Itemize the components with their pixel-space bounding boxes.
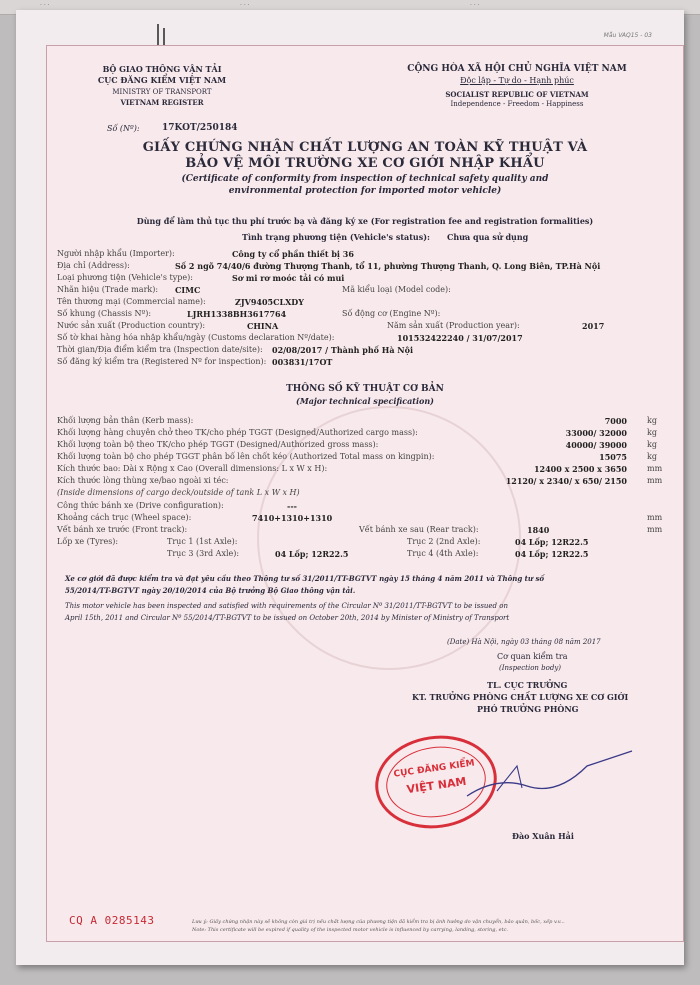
trademark-value: CIMC xyxy=(175,285,201,295)
commercial-name-label: Tên thương mại (Commercial name): xyxy=(57,297,206,306)
motto-vi: Độc lập - Tự do - Hạnh phúc xyxy=(460,76,574,85)
serial-number: CQ A 0285143 xyxy=(69,914,155,927)
spec-title-en: (Major technical specification) xyxy=(296,396,434,406)
axle-3-label: Trục 3 (3rd Axle): xyxy=(167,549,240,558)
inspection-label: Thời gian/Địa điểm kiểm tra (Inspection date/site): xyxy=(57,345,263,354)
inspection-value: 02/08/2017 / Thành phố Hà Nội xyxy=(272,345,413,355)
drive-label: Công thức bánh xe (Drive configuration): xyxy=(57,501,224,510)
vehicle-type-label: Loại phương tiện (Vehicle's type): xyxy=(57,273,193,282)
motto-en: Independence - Freedom - Happiness xyxy=(450,100,584,108)
spec-label: Kích thước bao: Dài x Rộng x Cao (Overall dimensions: L x W x H): xyxy=(57,464,328,473)
inspection-body-en: (Inspection body) xyxy=(499,664,562,672)
register-name-en: VIETNAM REGISTER xyxy=(120,98,204,107)
number-label: Số (Nº): xyxy=(107,124,140,133)
footnote-vi: Lưu ý: Giấy chứng nhận này sẽ không còn giá trị nếu chất lượng của phương tiện đã kiểm tra bị ảnh hưởng do vận chuyển, bảo quản, bốc, xếp v.v... xyxy=(192,919,565,925)
model-code-label: Mã kiểu loại (Model code): xyxy=(342,285,451,294)
rear-track-unit: mm xyxy=(647,525,663,534)
signature-icon xyxy=(457,746,637,806)
chassis-value: LJRH1338BH3617764 xyxy=(187,309,287,319)
spec-unit: kg xyxy=(647,416,657,425)
tyres-label: Lốp xe (Tyres): xyxy=(57,537,119,546)
importer-label: Người nhập khẩu (Importer): xyxy=(57,249,175,258)
engine-label: Số động cơ (Engine Nº): xyxy=(342,309,441,318)
spec-label: Kích thước lòng thùng xe/bao ngoài xi téc: xyxy=(57,476,229,485)
form-code: Mẫu VAQ15 - 03 xyxy=(603,32,652,39)
trademark-label: Nhãn hiệu (Trade mark): xyxy=(57,285,159,294)
country-value: CHINA xyxy=(247,321,279,331)
ministry-name-en: MINISTRY OF TRANSPORT xyxy=(112,88,212,96)
address-label: Địa chỉ (Address): xyxy=(57,261,130,270)
drive-value: --- xyxy=(287,501,297,511)
address-value: Số 2 ngõ 74/40/6 đường Thượng Thanh, tổ 11, phường Thượng Thanh, Q. Long Biên, TP.Hà Nội xyxy=(175,261,601,271)
title-en-line1: (Certificate of conformity from inspection of technical safety quality and xyxy=(181,174,549,184)
background-paper-strip: . . . . . . . . . xyxy=(0,0,700,15)
importer-value: Công ty cổ phần thiết bị 36 xyxy=(232,249,354,259)
spec-label: Khối lượng toàn bộ cho phép TGGT phân bố lên chốt kéo (Authorized Total mass on kingpin): xyxy=(57,452,435,461)
spec-value: 12400 x 2500 x 3650 xyxy=(533,464,627,474)
registered-label: Số đăng ký kiểm tra (Registered Nº for inspection): xyxy=(57,357,267,366)
spec-unit: kg xyxy=(647,428,657,437)
inspection-body-vi: Cơ quan kiểm tra xyxy=(497,652,568,661)
register-name-vi: CỤC ĐĂNG KIỂM VIỆT NAM xyxy=(97,75,227,85)
year-label: Năm sản xuất (Production year): xyxy=(387,321,520,330)
signer-name: Đào Xuân Hải xyxy=(512,831,574,841)
rear-track-label: Vết bánh xe sau (Rear track): xyxy=(359,525,479,534)
rear-track-value: 1840 xyxy=(527,525,550,535)
wheel-space-value: 7410+1310+1310 xyxy=(252,513,333,523)
spec-title-vi: THÔNG SỐ KỸ THUẬT CƠ BẢN xyxy=(286,384,444,394)
wheel-space-unit: mm xyxy=(647,513,663,522)
axle-4-label: Trục 4 (4th Axle): xyxy=(407,549,479,558)
title-vi-line2: BẢO VỆ MÔI TRƯỜNG XE CƠ GIỚI NHẬP KHẨU xyxy=(185,156,545,171)
spec-value: 15075 xyxy=(599,452,627,462)
footnote-en: Note: This certificate will be expired if quality of the inspected motor vehicle is influenced by carrying, landing, storing, etc. xyxy=(192,927,508,933)
wheel-space-label: Khoảng cách trục (Wheel space): xyxy=(57,513,192,522)
sign-title-3: PHÓ TRƯỞNG PHÒNG xyxy=(477,704,579,714)
spec-value: 7000 xyxy=(604,416,627,426)
axle-3-value: 04 Lốp; 12R22.5 xyxy=(275,549,349,559)
ministry-name-vi: BỘ GIAO THÔNG VẬN TẢI xyxy=(102,64,222,74)
spec-unit: mm xyxy=(647,476,663,485)
spec-value: 33000/ 32000 xyxy=(565,428,627,438)
sign-title-2: KT. TRƯỞNG PHÒNG CHẤT LƯỢNG XE CƠ GIỚI xyxy=(412,692,629,702)
title-vi-line1: GIẤY CHỨNG NHẬN CHẤT LƯỢNG AN TOÀN KỸ THUẬT VÀ xyxy=(142,140,588,155)
country-label: Nước sản xuất (Production country): xyxy=(57,321,206,330)
customs-value: 101532422240 / 31/07/2017 xyxy=(397,333,523,343)
chassis-label: Số khung (Chassis Nº): xyxy=(57,309,152,318)
spec-value: 40000/ 39000 xyxy=(565,440,627,450)
republic-name-en: SOCIALIST REPUBLIC OF VIETNAM xyxy=(445,90,589,99)
registered-value: 003831/17OT xyxy=(272,357,333,367)
certificate-sheet xyxy=(16,10,684,965)
front-track-label: Vết bánh xe trước (Front track): xyxy=(57,525,188,534)
vehicle-type-value: Sơ mi rơ moóc tải có mui xyxy=(232,273,345,283)
spec-unit: mm xyxy=(647,464,663,473)
commercial-name-value: ZJV9405CLXDY xyxy=(235,297,304,307)
axle-2-label: Trục 2 (2nd Axle): xyxy=(407,537,481,546)
spec-label: Khối lượng hàng chuyên chở theo TK/cho phép TGGT (Designed/Authorized cargo mass): xyxy=(57,428,418,437)
stamp-bottom-text: VIỆT NAM xyxy=(405,774,468,797)
status-value: Chưa qua sử dụng xyxy=(447,232,529,242)
spec-label: Khối lượng bản thân (Kerb mass): xyxy=(57,416,194,425)
republic-name-vi: CỘNG HÒA XÃ HỘI CHỦ NGHĨA VIỆT NAM xyxy=(407,64,627,74)
axle-4-value: 04 Lốp; 12R22.5 xyxy=(515,549,589,559)
sign-title-1: TL. CỤC TRƯỞNG xyxy=(487,680,568,690)
conclusion-vi-line2: 55/2014/TT-BGTVT ngày 20/10/2014 của Bộ trưởng Bộ Giao thông vận tải. xyxy=(65,586,356,595)
title-en-line2: environmental protection for imported motor vehicle) xyxy=(228,186,502,196)
date-line: (Date) Hà Nội, ngày 03 tháng 08 năm 2017 xyxy=(447,638,601,646)
axle-1-label: Trục 1 (1st Axle): xyxy=(167,537,238,546)
customs-label: Số tờ khai hàng hóa nhập khẩu/ngày (Customs declaration Nº/date): xyxy=(57,333,335,342)
spec-value: 12120/ x 2340/ x 650/ 2150 xyxy=(505,476,627,486)
cargo-dim-note: (Inside dimensions of cargo deck/outside of tank L x W x H) xyxy=(57,488,300,497)
axle-2-value: 04 Lốp; 12R22.5 xyxy=(515,537,589,547)
status-label: Tình trạng phương tiện (Vehicle's status): xyxy=(242,232,430,242)
conclusion-en-line1: This motor vehicle has been inspected and satisfied with requirements of the Circular Nº 31/2011/TT-BGTVT to be issued on xyxy=(65,602,508,610)
conclusion-vi-line1: Xe cơ giới đã được kiểm tra và đạt yêu cầu theo Thông tư số 31/2011/TT-BGTVT ngày 15 tháng 4 năm 2011 và Thông tư số xyxy=(65,574,545,583)
spec-unit: kg xyxy=(647,440,657,449)
purpose-line: Dùng để làm thủ tục thu phí trước bạ và đăng ký xe (For registration fee and registration formalities) xyxy=(136,216,594,226)
stamp-top-text: CỤC ĐĂNG KIỂM xyxy=(393,758,476,780)
year-value: 2017 xyxy=(582,321,605,331)
certificate-document xyxy=(46,45,684,942)
spec-unit: kg xyxy=(647,452,657,461)
certificate-number: 17KOT/250184 xyxy=(162,123,238,133)
spec-label: Khối lượng toàn bộ theo TK/cho phép TGGT (Designed/Authorized gross mass): xyxy=(57,440,379,449)
conclusion-en-line2: April 15th, 2011 and Circular Nº 55/2014/TT-BGTVT to be issued on October 20th, 2014 by Minister of Ministry of Transport xyxy=(65,614,510,622)
